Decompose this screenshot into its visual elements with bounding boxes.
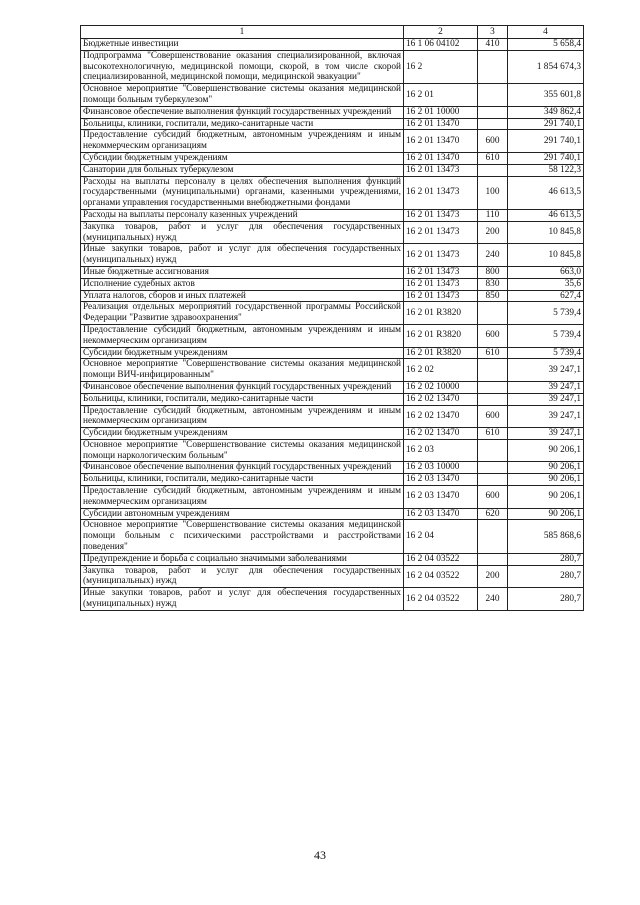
row-code-cell: 16 2 01 13473 [404,176,478,209]
row-code-cell: 16 2 01 13473 [404,244,478,267]
row-code-cell: 16 2 02 13470 [404,428,478,440]
row-name-cell: Предупреждение и борьба с социально значимыми заболеваниями [81,553,404,565]
row-sum-cell: 39 247,1 [508,393,584,405]
table-row [81,152,584,164]
row-type-cell: 800 [478,266,508,278]
row-code-cell: 16 2 01 R3820 [404,302,478,325]
table-row [81,266,584,278]
row-name-cell: Предоставление субсидий бюджетным, автономным учреждениям и иным некоммерческим организациям [81,324,404,347]
row-sum-cell: 90 206,1 [508,508,584,520]
table-row [81,486,584,509]
row-sum-cell: 5 739,4 [508,302,584,325]
row-sum-cell: 585 868,6 [508,520,584,553]
row-name-cell: Иные закупки товаров, работ и услуг для обеспечения государственных (муниципальных) нужд [81,244,404,267]
row-name-cell: Санатории для больных туберкулезом [81,164,404,176]
table-row [81,565,584,588]
row-sum-cell: 5 658,4 [508,39,584,51]
row-name-cell: Закупка товаров, работ и услуг для обеспечения государственных (муниципальных) нужд [81,565,404,588]
row-sum-cell: 39 247,1 [508,381,584,393]
table-row [81,359,584,382]
row-type-cell: 620 [478,508,508,520]
row-type-cell [478,393,508,405]
row-type-cell [478,84,508,107]
row-type-cell: 200 [478,221,508,244]
row-type-cell [478,50,508,83]
row-type-cell: 610 [478,428,508,440]
table-row [81,209,584,221]
table-row [81,221,584,244]
table-row [81,118,584,130]
row-code-cell: 16 2 01 13473 [404,290,478,302]
row-type-cell: 200 [478,565,508,588]
row-sum-cell: 1 854 674,3 [508,50,584,83]
row-code-cell: 16 2 01 13470 [404,118,478,130]
row-code-cell: 16 2 [404,50,478,83]
row-name-cell: Предоставление субсидий бюджетным, автономным учреждениям и иным некоммерческим организациям [81,486,404,509]
row-code-cell: 16 1 06 04102 [404,39,478,51]
row-name-cell: Финансовое обеспечение выполнения функций государственных учреждений [81,106,404,118]
row-name-cell: Больницы, клиники, госпитали, медико-санитарные части [81,118,404,130]
table-row [81,588,584,611]
row-name-cell: Финансовое обеспечение выполнения функций государственных учреждений [81,462,404,474]
row-name-cell: Расходы на выплаты персоналу в целях обеспечения выполнения функций государственными (муниципальными) органами, казенными учреждениями, органами управления государственными внебюджетными фондами [81,176,404,209]
table-row [81,405,584,428]
row-code-cell: 16 2 03 [404,439,478,462]
row-name-cell: Предоставление субсидий бюджетным, автономным учреждениям и иным некоммерческим организациям [81,130,404,153]
table-row [81,520,584,553]
row-type-cell: 610 [478,152,508,164]
row-sum-cell: 90 206,1 [508,462,584,474]
row-code-cell: 16 2 04 03522 [404,565,478,588]
row-name-cell: Предоставление субсидий бюджетным, автономным учреждениям и иным некоммерческим организациям [81,405,404,428]
table-row [81,381,584,393]
row-name-cell: Субсидии бюджетным учреждениям [81,347,404,359]
row-name-cell: Иные бюджетные ассигнования [81,266,404,278]
row-type-cell: 610 [478,347,508,359]
table-row [81,428,584,440]
row-type-cell [478,118,508,130]
row-type-cell: 830 [478,278,508,290]
table-row [81,290,584,302]
row-type-cell: 240 [478,244,508,267]
row-type-cell [478,439,508,462]
table-row [81,176,584,209]
row-sum-cell: 90 206,1 [508,439,584,462]
row-name-cell: Закупка товаров, работ и услуг для обеспечения государственных (муниципальных) нужд [81,221,404,244]
row-sum-cell: 349 862,4 [508,106,584,118]
row-sum-cell: 10 845,8 [508,221,584,244]
row-name-cell: Основное мероприятие "Совершенствование системы оказания медицинской помощи больным туберкулезом" [81,84,404,107]
row-code-cell: 16 2 04 [404,520,478,553]
row-name-cell: Реализация отдельных мероприятий государственной программы Российской Федерации "Развитие здравоохранения" [81,302,404,325]
row-code-cell: 16 2 02 10000 [404,381,478,393]
row-sum-cell: 5 739,4 [508,347,584,359]
row-code-cell: 16 2 01 13473 [404,209,478,221]
row-sum-cell: 90 206,1 [508,474,584,486]
table-row [81,50,584,83]
header-col-4: 4 [508,26,584,39]
row-type-cell [478,553,508,565]
table-row [81,84,584,107]
row-type-cell [478,106,508,118]
row-sum-cell: 46 613,5 [508,209,584,221]
header-col-2: 2 [404,26,478,39]
row-sum-cell: 291 740,1 [508,152,584,164]
row-sum-cell: 39 247,1 [508,428,584,440]
row-name-cell: Финансовое обеспечение выполнения функций государственных учреждений [81,381,404,393]
row-type-cell [478,302,508,325]
row-type-cell: 600 [478,486,508,509]
row-code-cell: 16 2 01 10000 [404,106,478,118]
row-type-cell: 600 [478,405,508,428]
row-type-cell [478,462,508,474]
row-code-cell: 16 2 03 13470 [404,486,478,509]
row-type-cell [478,520,508,553]
row-type-cell: 600 [478,130,508,153]
table-row [81,324,584,347]
table-row [81,474,584,486]
table-row [81,302,584,325]
row-name-cell: Бюджетные инвестиции [81,39,404,51]
row-sum-cell: 58 122,3 [508,164,584,176]
row-name-cell: Иные закупки товаров, работ и услуг для обеспечения государственных (муниципальных) нужд [81,588,404,611]
table-row [81,39,584,51]
row-code-cell: 16 2 03 13470 [404,474,478,486]
row-name-cell: Уплата налогов, сборов и иных платежей [81,290,404,302]
row-name-cell: Больницы, клиники, госпитали, медико-санитарные части [81,474,404,486]
row-type-cell [478,164,508,176]
row-type-cell: 100 [478,176,508,209]
row-code-cell: 16 2 04 03522 [404,588,478,611]
row-code-cell: 16 2 03 10000 [404,462,478,474]
row-name-cell: Основное мероприятие "Совершенствование системы оказания медицинской помощи наркологическим больным" [81,439,404,462]
row-code-cell: 16 2 01 13473 [404,221,478,244]
row-sum-cell: 90 206,1 [508,486,584,509]
row-name-cell: Исполнение судебных актов [81,278,404,290]
row-code-cell: 16 2 01 13473 [404,164,478,176]
row-sum-cell: 280,7 [508,553,584,565]
table-row [81,130,584,153]
row-code-cell: 16 2 01 13473 [404,266,478,278]
table-row [81,439,584,462]
row-type-cell: 240 [478,588,508,611]
row-type-cell: 850 [478,290,508,302]
table-row [81,244,584,267]
page-number: 43 [314,848,326,862]
table-header-row [81,26,584,39]
budget-table [80,25,584,611]
row-code-cell: 16 2 01 13473 [404,278,478,290]
row-type-cell: 410 [478,39,508,51]
table-row [81,106,584,118]
row-code-cell: 16 2 02 [404,359,478,382]
row-name-cell: Основное мероприятие "Совершенствование системы оказания медицинской помощи больным с психическими расстройствами и расстройствами поведения" [81,520,404,553]
table-row [81,508,584,520]
row-code-cell: 16 2 02 13470 [404,393,478,405]
header-col-1: 1 [81,26,404,39]
row-sum-cell: 627,4 [508,290,584,302]
header-col-3: 3 [478,26,508,39]
row-type-cell: 600 [478,324,508,347]
row-sum-cell: 663,0 [508,266,584,278]
table-row [81,462,584,474]
row-type-cell [478,474,508,486]
row-sum-cell: 280,7 [508,588,584,611]
row-type-cell: 110 [478,209,508,221]
row-sum-cell: 280,7 [508,565,584,588]
row-code-cell: 16 2 01 R3820 [404,347,478,359]
row-name-cell: Больницы, клиники, госпитали, медико-санитарные части [81,393,404,405]
row-code-cell: 16 2 04 03522 [404,553,478,565]
row-type-cell [478,381,508,393]
row-sum-cell: 39 247,1 [508,359,584,382]
table-row [81,347,584,359]
table-row [81,278,584,290]
row-sum-cell: 355 601,8 [508,84,584,107]
table-row [81,553,584,565]
row-sum-cell: 291 740,1 [508,118,584,130]
row-name-cell: Субсидии автономным учреждениям [81,508,404,520]
row-name-cell: Основное мероприятие "Совершенствование системы оказания медицинской помощи ВИЧ-инфицированным" [81,359,404,382]
row-sum-cell: 46 613,5 [508,176,584,209]
row-name-cell: Подпрограмма "Совершенствование оказания специализированной, включая высокотехнологичную, медицинской помощи, скорой, в том числе скорой специализированной, медицинской помощи, медицинской эвакуации" [81,50,404,83]
row-sum-cell: 39 247,1 [508,405,584,428]
row-code-cell: 16 2 02 13470 [404,405,478,428]
row-sum-cell: 291 740,1 [508,130,584,153]
row-name-cell: Субсидии бюджетным учреждениям [81,152,404,164]
row-sum-cell: 5 739,4 [508,324,584,347]
row-name-cell: Расходы на выплаты персоналу казенных учреждений [81,209,404,221]
row-name-cell: Субсидии бюджетным учреждениям [81,428,404,440]
row-code-cell: 16 2 01 [404,84,478,107]
row-code-cell: 16 2 01 13470 [404,130,478,153]
row-code-cell: 16 2 01 13470 [404,152,478,164]
table-row [81,164,584,176]
row-code-cell: 16 2 03 13470 [404,508,478,520]
row-code-cell: 16 2 01 R3820 [404,324,478,347]
table-row [81,393,584,405]
row-sum-cell: 35,6 [508,278,584,290]
row-sum-cell: 10 845,8 [508,244,584,267]
row-type-cell [478,359,508,382]
